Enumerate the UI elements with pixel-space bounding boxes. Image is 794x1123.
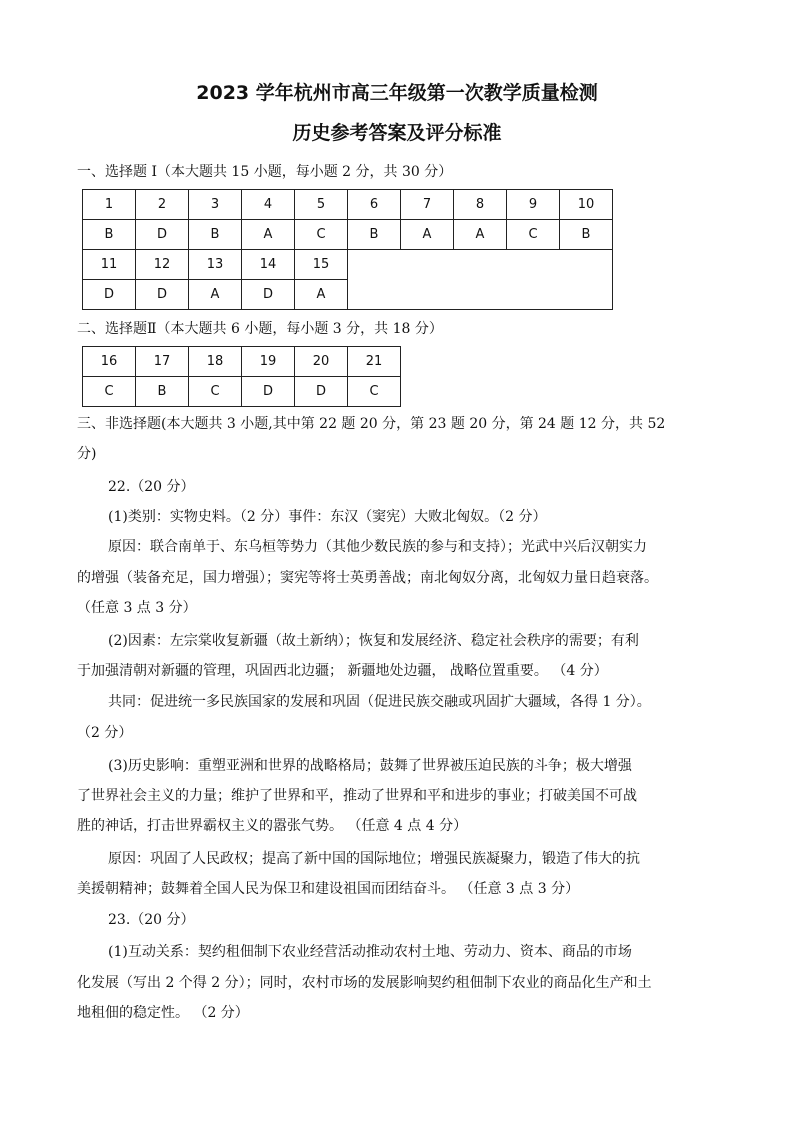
answer-line: 原因：巩固了人民政权；提高了新中国的国际地位；增强民族凝聚力，锻造了伟大的抗 [108,851,640,867]
answer-line: （2 分） [77,725,133,741]
answer-line: 美援朝精神；鼓舞着全国人民为保卫和建设祖国而团结奋斗。 （任意 3 点 3 分） [77,881,580,897]
table-row [83,250,613,280]
question-number: 19 [242,347,295,377]
table-row [83,377,401,407]
answer-cell: C [507,220,560,250]
question-number: 2 [136,190,189,220]
answer-table-section1 [82,189,613,310]
answer-line: 了世界社会主义的力量；维护了世界和平，推动了世界和平和进步的事业；打破美国不可战 [77,788,637,804]
answer-cell: B [348,220,401,250]
answer-cell: B [136,377,189,407]
answer-cell: A [242,220,295,250]
question-number: 18 [189,347,242,377]
answer-line: （任意 3 点 3 分） [77,600,197,616]
answer-line: 原因：联合南单于、东乌桓等势力（其他少数民族的参与和支持）；光武中兴后汉朝实力 [108,539,647,555]
answer-cell: D [136,280,189,310]
section3-heading: 三、非选择题(本大题共 3 小题,其中第 22 题 20 分，第 23 题 20 分，第 24 题 12 分，共 52 [77,416,666,432]
answer-cell: C [83,377,136,407]
answer-cell: A [189,280,242,310]
page-title: 2023 学年杭州市高三年级第一次教学质量检测 [196,82,598,104]
answer-line: 的增强（装备充足，国力增强）；窦宪等将士英勇善战；南北匈奴分离，北匈奴力量日趋衰落。 [77,570,658,586]
answer-cell: D [83,280,136,310]
answer-line: 化发展（写出 2 个得 2 分）；同时，农村市场的发展影响契约租佃制下农业的商品化生产和土 [77,975,652,991]
question-number: 20 [295,347,348,377]
answer-cell: A [401,220,454,250]
question-22-title: 22.（20 分） [108,479,195,495]
question-number: 7 [401,190,454,220]
answer-line: 地租佃的稳定性。 （2 分） [77,1005,249,1021]
answer-cell: D [242,377,295,407]
answer-cell: A [295,280,348,310]
question-number: 13 [189,250,242,280]
answer-line: (3)历史影响：重塑亚洲和世界的战略格局；鼓舞了世界被压迫民族的斗争；极大增强 [108,758,632,774]
question-number: 1 [83,190,136,220]
section3-heading-cont: 分) [77,446,97,462]
question-number: 4 [242,190,295,220]
answer-cell: B [83,220,136,250]
answer-table-section2 [82,346,401,407]
answer-line: (2)因素：左宗棠收复新疆（故土新纳）；恢复和发展经济、稳定社会秩序的需要；有利 [108,633,639,649]
answer-cell: A [454,220,507,250]
table-row [83,220,613,250]
answer-line: (1)互动关系：契约租佃制下农业经营活动推动农村土地、劳动力、资本、商品的市场 [108,944,632,960]
question-number: 9 [507,190,560,220]
question-number: 14 [242,250,295,280]
question-number: 11 [83,250,136,280]
answer-line: (1)类别：实物史料。（2 分）事件：东汉（窦宪）大败北匈奴。（2 分） [108,509,547,525]
answer-cell: D [242,280,295,310]
answer-cell: C [189,377,242,407]
table-row [83,190,613,220]
answer-cell: D [136,220,189,250]
table-row [83,347,401,377]
question-23-title: 23.（20 分） [108,912,195,928]
answer-line: 共同：促进统一多民族国家的发展和巩固（促进民族交融或巩固扩大疆域，各得 1 分）。 [108,694,651,710]
section1-heading: 一、选择题 Ⅰ（本大题共 15 小题，每小题 2 分，共 30 分） [77,164,453,180]
answer-cell: D [295,377,348,407]
section2-heading: 二、选择题Ⅱ（本大题共 6 小题，每小题 3 分，共 18 分） [77,321,443,337]
answer-line: 于加强清朝对新疆的管理，巩固西北边疆； 新疆地处边疆， 战略位置重要。 （4 分） [77,663,608,679]
answer-line: 胜的神话，打击世界霸权主义的嚣张气势。 （任意 4 点 4 分） [77,818,468,834]
question-number: 5 [295,190,348,220]
question-number: 10 [560,190,613,220]
page-subtitle: 历史参考答案及评分标准 [292,122,502,144]
answer-cell: B [560,220,613,250]
question-number: 15 [295,250,348,280]
answer-cell: C [295,220,348,250]
question-number: 8 [454,190,507,220]
question-number: 12 [136,250,189,280]
question-number: 21 [348,347,401,377]
answer-cell: C [348,377,401,407]
answer-cell: B [189,220,242,250]
question-number: 17 [136,347,189,377]
question-number: 3 [189,190,242,220]
blank-cell [348,250,613,310]
question-number: 6 [348,190,401,220]
question-number: 16 [83,347,136,377]
